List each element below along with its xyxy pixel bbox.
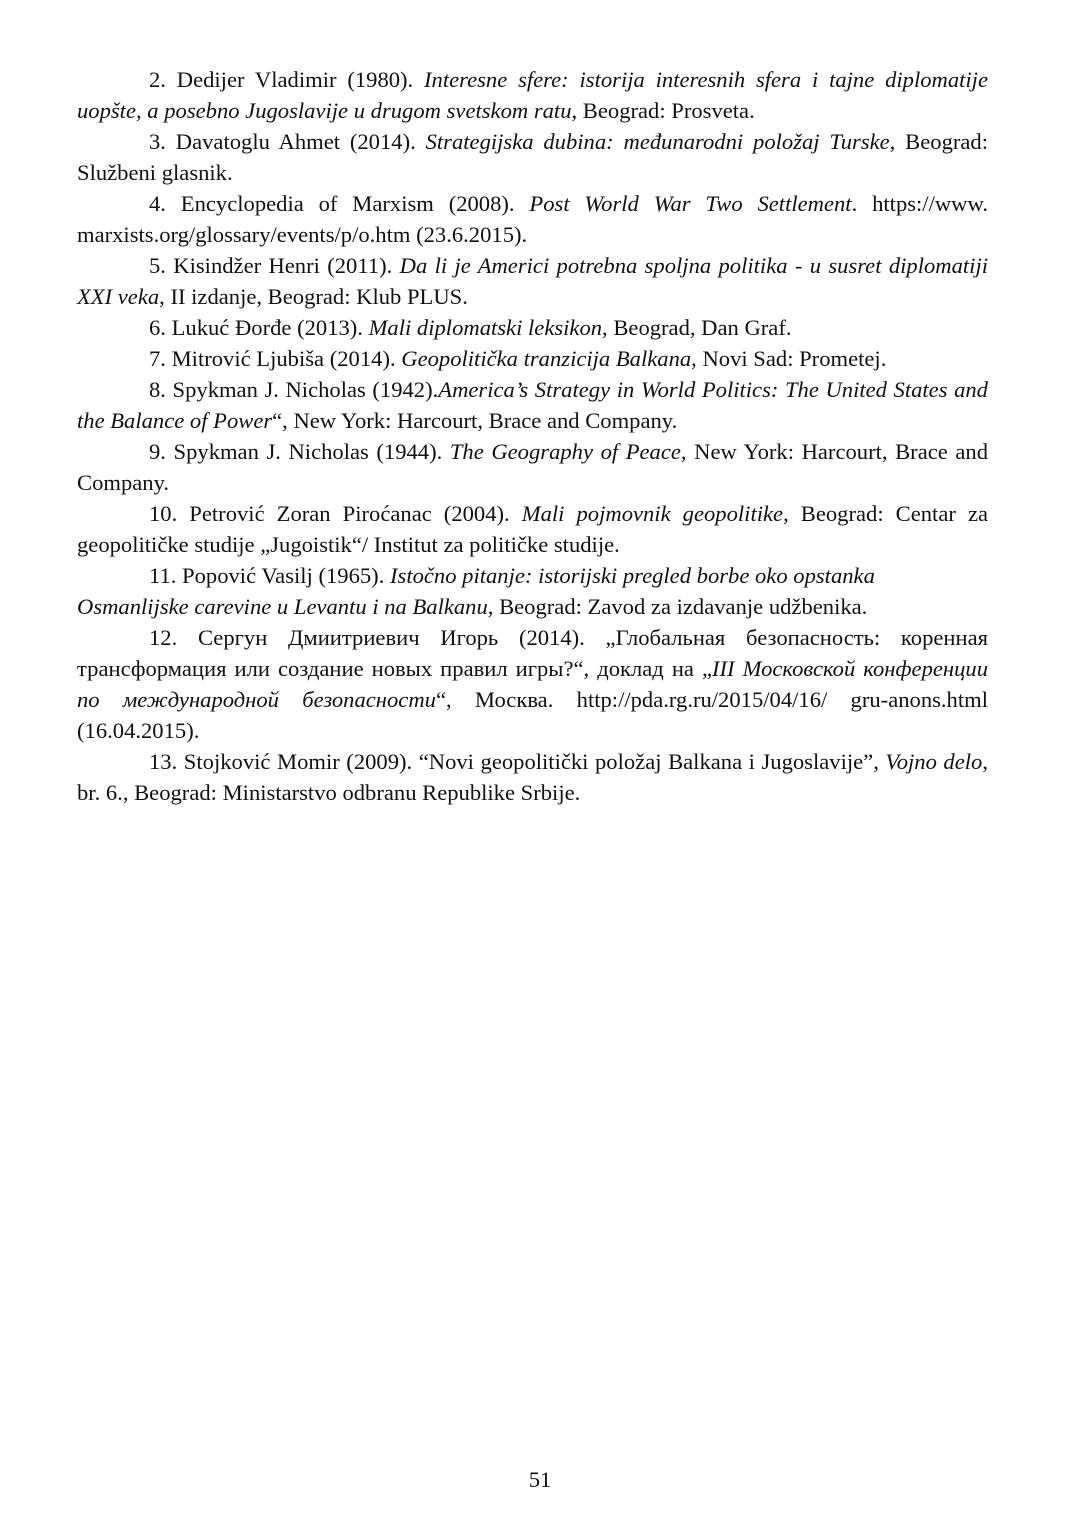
page-number: 51 xyxy=(528,1467,552,1492)
reference-title: Geopolitička tranzicija Balkana xyxy=(401,346,692,371)
reference-title: Mali pojmovnik geopolitike xyxy=(521,501,784,526)
reference-text: , Novi Sad: Prometej. xyxy=(691,346,887,371)
reference-text: , Beograd, Dan Graf. xyxy=(602,315,792,340)
reference-title: Strategijska dubina: međunarodni položaj Turske xyxy=(425,129,890,154)
reference-text: 2. Dedijer Vladimir (1980). xyxy=(149,67,425,92)
reference-title: Istočno pitanje: istorijski pregled borbe oko opstanka Osmanlijske carevine u Levantu i na Balkanu xyxy=(77,563,875,619)
reference-item xyxy=(77,312,988,343)
reference-text: , Beograd: Prosveta. xyxy=(571,98,755,123)
reference-text: 10. Petrović Zoran Piroćanac (2004). xyxy=(149,501,522,526)
reference-title: Mali diplomatski leksikon xyxy=(368,315,603,340)
reference-item xyxy=(77,622,988,746)
reference-item xyxy=(77,746,988,808)
reference-text: 9. Spykman J. Nicholas (1944). xyxy=(149,439,450,464)
reference-title: America’s Strategy in World Politics: The United States and the Balance of Power xyxy=(77,377,988,433)
reference-title: III Московской конференции по международной безопасности xyxy=(77,656,989,712)
reference-item xyxy=(77,374,988,436)
reference-text: 11. Popović Vasilj (1965). xyxy=(149,563,390,588)
reference-item xyxy=(77,436,988,498)
reference-text: “, Москва. http://pda.rg.ru/2015/04/16/ gru-anons.html (16.04.2015). xyxy=(77,687,988,743)
reference-title: Da li je Americi potrebna spoljna politika - u susret diplomatiji XXI veka xyxy=(77,253,988,309)
reference-text: , Beograd: Zavod za izdavanje udžbenika. xyxy=(487,594,868,619)
reference-item xyxy=(77,343,988,374)
reference-list xyxy=(77,64,988,808)
reference-title: Vojno delo xyxy=(885,749,983,774)
reference-title: The Geography of Peace xyxy=(449,439,681,464)
reference-text: 12. Сергун Дмиитриевич Игорь (2014). „Глобальная безопасность: коренная трансформация или создание новых правил игры?“, доклад на „ xyxy=(77,625,988,681)
reference-text: 13. Stojković Momir (2009). “Novi geopolitički položaj Balkana i Jugoslavije”, xyxy=(149,749,886,774)
reference-item xyxy=(77,188,988,250)
reference-item xyxy=(77,126,988,188)
reference-text: 6. Lukuć Đorđe (2013). xyxy=(149,315,369,340)
reference-text: . https://www. marxists.org/glossary/events/p/o.htm (23.6.2015). xyxy=(77,191,988,247)
reference-title: Interesne sfere: istorija interesnih sfera i tajne diplomatije uopšte, a posebno Jugoslavije u drugom svetskom ratu xyxy=(77,67,988,123)
reference-text: , New York: Harcourt, Brace and Company. xyxy=(77,439,989,495)
reference-text: 4. Encyclopedia of Marxism (2008). xyxy=(149,191,530,216)
reference-text: “, New York: Harcourt, Brace and Company. xyxy=(272,408,678,433)
reference-item xyxy=(77,250,988,312)
reference-text: , II izdanje, Beograd: Klub PLUS. xyxy=(159,284,468,309)
reference-title: Post World War Two Settlement xyxy=(529,191,852,216)
reference-text: 5. Kisindžer Henri (2011). xyxy=(149,253,400,278)
reference-text: , Beograd: Službeni glasnik. xyxy=(77,129,988,185)
reference-item xyxy=(77,560,988,622)
reference-text: 8. Spykman J. Nicholas (1942). xyxy=(149,377,439,402)
reference-item xyxy=(77,498,988,560)
reference-text: , Beograd: Centar za geopolitičke studije „Jugoistik“/ Institut za političke studije. xyxy=(77,501,988,557)
reference-item xyxy=(77,64,988,126)
reference-text: 7. Mitrović Ljubiša (2014). xyxy=(149,346,402,371)
reference-text: 3. Davatoglu Ahmet (2014). xyxy=(149,129,426,154)
reference-text: , br. 6., Beograd: Ministarstvo odbranu Republike Srbije. xyxy=(77,749,988,805)
